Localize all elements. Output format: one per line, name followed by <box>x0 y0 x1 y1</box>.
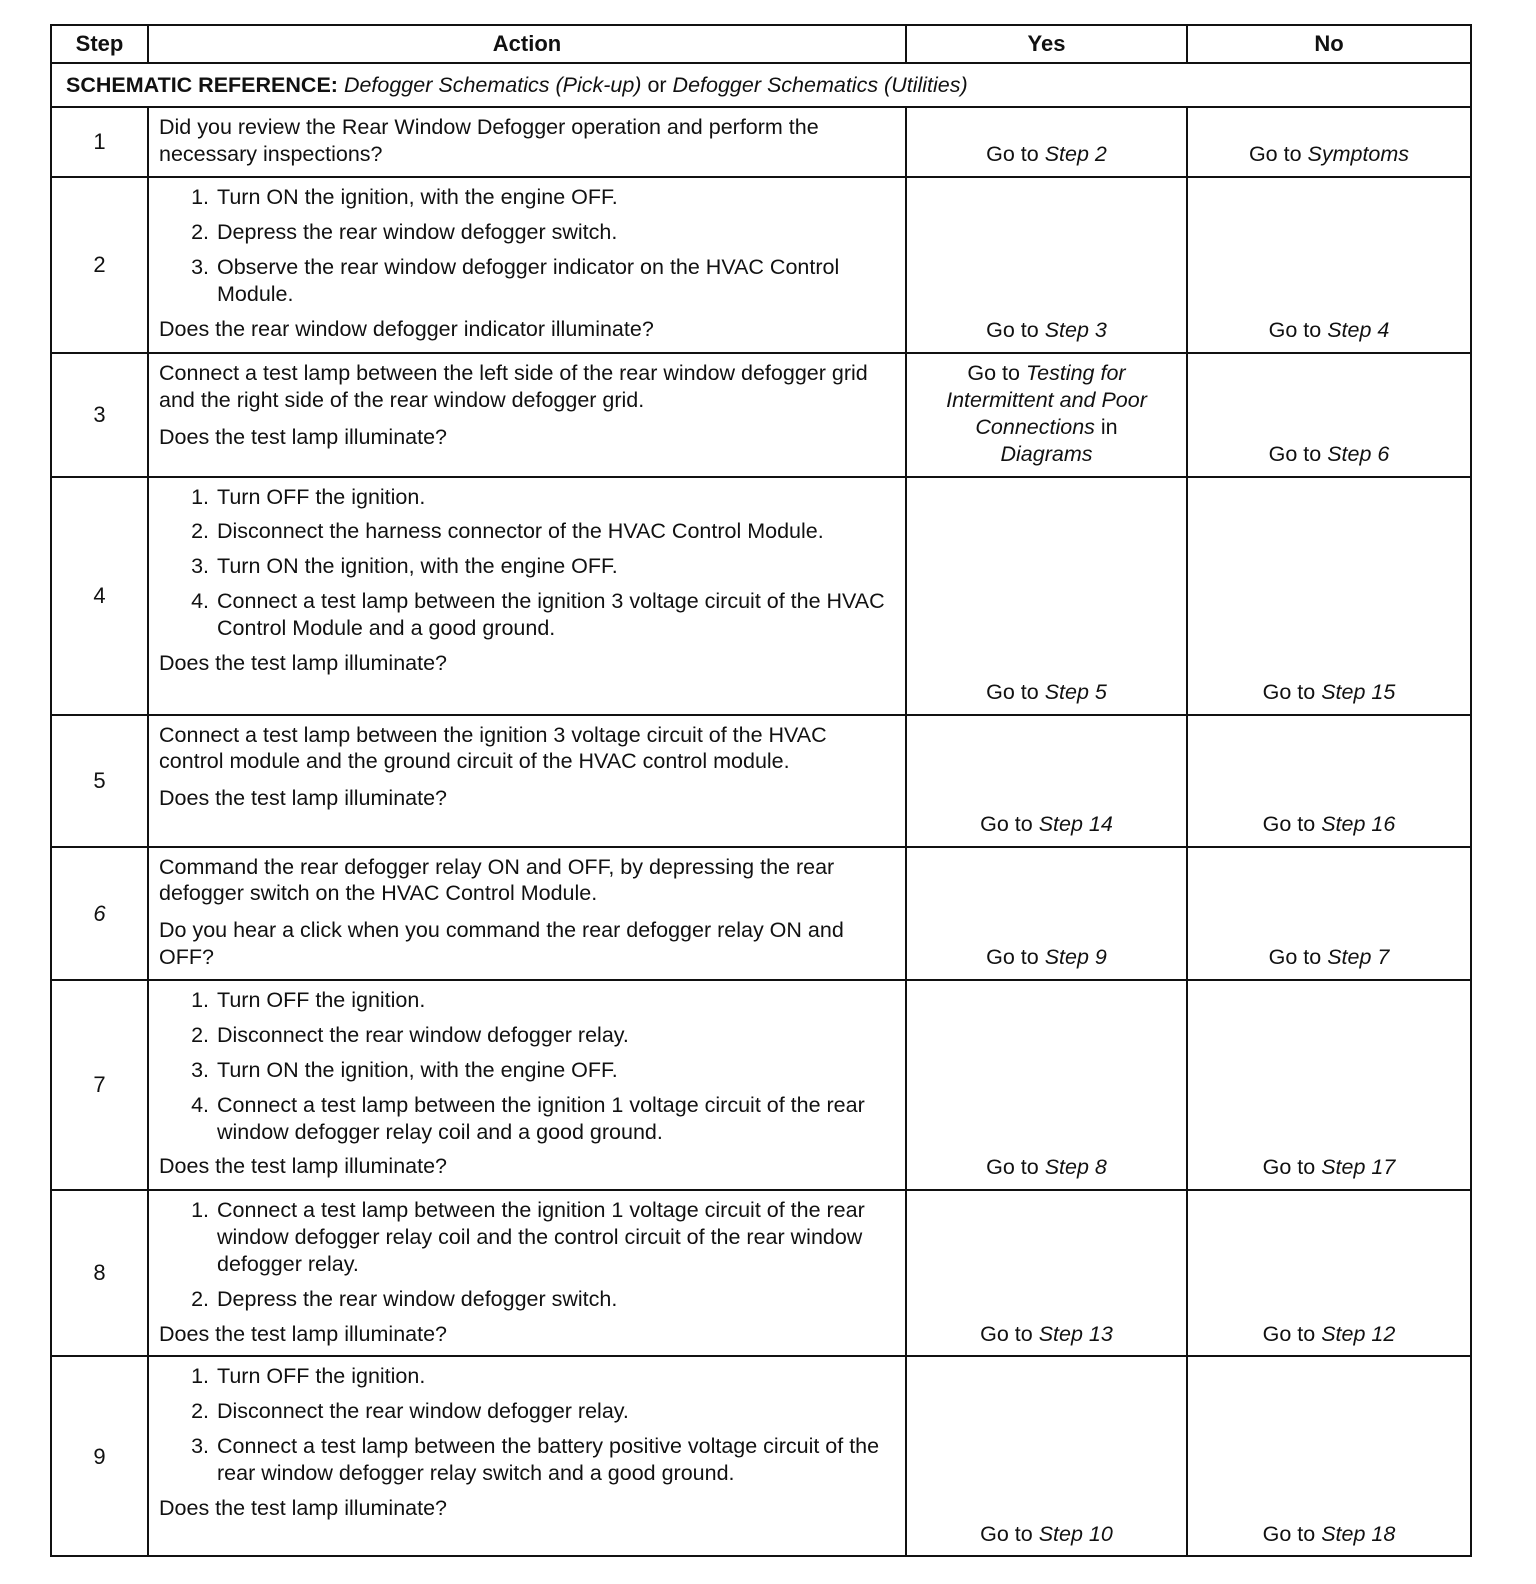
substep-list <box>159 987 895 1145</box>
table-row <box>51 107 1471 177</box>
substep-list <box>159 484 895 642</box>
yes-link[interactable]: Step 14 <box>1038 811 1113 836</box>
header-row <box>51 25 1471 63</box>
substep-item: 1. Turn OFF the ignition. <box>215 987 895 1014</box>
table-row <box>51 1356 1471 1556</box>
yes-link[interactable]: Step 10 <box>1038 1521 1113 1546</box>
no-link[interactable]: Symptoms <box>1307 142 1410 167</box>
substep-list <box>159 184 895 308</box>
action-cell <box>148 715 906 847</box>
step-number: 8 <box>51 1190 148 1356</box>
yes-link[interactable]: Step 5 <box>1044 679 1107 704</box>
step-number: 4 <box>51 477 148 715</box>
no-result <box>1187 353 1471 477</box>
no-result <box>1187 107 1471 177</box>
go-to-label: Go to <box>1268 945 1328 970</box>
yes-result <box>906 1356 1187 1556</box>
substep-item: 2. Disconnect the rear window defogger relay. <box>215 1398 895 1425</box>
go-to-label: Go to <box>986 1155 1045 1180</box>
table-row <box>51 847 1471 981</box>
schematic-link-utilities[interactable]: Defogger Schematics (Utilities) <box>672 72 968 97</box>
action-question: Do you hear a click when you command the rear defogger relay ON and OFF? <box>159 918 844 970</box>
yes-result <box>906 353 1187 477</box>
go-to-label: Go to <box>1262 811 1322 836</box>
action-cell <box>148 1190 906 1356</box>
table-row <box>51 980 1471 1190</box>
table-row <box>51 477 1471 715</box>
no-link[interactable]: Step 4 <box>1327 318 1390 343</box>
go-to-label: Go to <box>1262 1321 1322 1346</box>
go-to-label: Go to <box>1268 441 1328 466</box>
go-to-label: Go to <box>1262 679 1322 704</box>
yes-result <box>906 715 1187 847</box>
no-result <box>1187 980 1471 1190</box>
yes-result <box>906 477 1187 715</box>
substep-item: 1. Connect a test lamp between the ignition 1 voltage circuit of the rear window defogger relay coil and the control circuit of the rear window defogger relay. <box>215 1197 895 1278</box>
go-to-label: Go to <box>986 679 1045 704</box>
yes-link[interactable]: Step 8 <box>1044 1155 1107 1180</box>
action-instruction: Connect a test lamp between the ignition 3 voltage circuit of the HVAC control module and the ground circuit of the HVAC control module. <box>159 722 827 774</box>
step-number: 1 <box>51 107 148 177</box>
yes-link[interactable]: Step 3 <box>1044 318 1107 343</box>
no-result <box>1187 847 1471 981</box>
step-number: 5 <box>51 715 148 847</box>
substep-item: 1. Turn ON the ignition, with the engine OFF. <box>215 184 895 211</box>
no-result <box>1187 1356 1471 1556</box>
substep-list <box>159 1363 895 1487</box>
step-number: 9 <box>51 1356 148 1556</box>
yes-link-testing-intermittent[interactable]: Testing for Intermittent and Poor Connections <box>946 361 1147 439</box>
no-link[interactable]: Step 15 <box>1321 679 1396 704</box>
action-cell <box>148 980 906 1190</box>
yes-link-diagrams[interactable]: Diagrams <box>1000 441 1093 466</box>
substep-item: 2. Depress the rear window defogger switch. <box>215 219 895 246</box>
schematic-reference-row <box>51 63 1471 107</box>
go-to-label: Go to <box>980 1321 1039 1346</box>
schematic-reference-label: SCHEMATIC REFERENCE: <box>66 72 338 97</box>
substep-list <box>159 1197 895 1313</box>
action-cell <box>148 107 906 177</box>
substep-item: 1. Turn OFF the ignition. <box>215 1363 895 1390</box>
action-instruction: Command the rear defogger relay ON and OFF, by depressing the rear defogger switch on the HVAC Control Module. <box>159 854 835 906</box>
yes-result <box>906 107 1187 177</box>
yes-link[interactable]: Step 13 <box>1038 1321 1113 1346</box>
go-to-label: Go to <box>980 811 1039 836</box>
no-link[interactable]: Step 18 <box>1321 1521 1396 1546</box>
action-question: Does the test lamp illuminate? <box>159 650 448 675</box>
no-result <box>1187 715 1471 847</box>
header-step: Step <box>51 25 148 63</box>
go-to-label: Go to <box>986 142 1045 167</box>
no-link[interactable]: Step 6 <box>1327 441 1390 466</box>
no-link[interactable]: Step 17 <box>1321 1155 1396 1180</box>
go-to-label: Go to <box>967 361 1026 385</box>
substep-item: 3. Observe the rear window defogger indicator on the HVAC Control Module. <box>215 254 895 308</box>
no-result <box>1187 477 1471 715</box>
table-row <box>51 177 1471 353</box>
action-cell <box>148 353 906 477</box>
action-question: Does the test lamp illuminate? <box>159 424 448 449</box>
action-cell <box>148 1356 906 1556</box>
no-result <box>1187 1190 1471 1356</box>
table-row <box>51 1190 1471 1356</box>
action-question: Does the rear window defogger indicator illuminate? <box>159 316 654 341</box>
no-link[interactable]: Step 16 <box>1321 811 1396 836</box>
substep-item: 2. Disconnect the harness connector of the HVAC Control Module. <box>215 518 895 545</box>
no-link[interactable]: Step 12 <box>1321 1321 1396 1346</box>
go-to-label: Go to <box>980 1521 1039 1546</box>
step-number: 6 <box>51 847 148 981</box>
go-to-label: Go to <box>1248 142 1308 167</box>
schematic-link-pickup[interactable]: Defogger Schematics (Pick-up) <box>343 72 642 97</box>
schematic-reference <box>51 63 1471 107</box>
substep-item: 3. Connect a test lamp between the battery positive voltage circuit of the rear window defogger relay switch and a good ground. <box>215 1433 895 1487</box>
action-cell <box>148 847 906 981</box>
table-row <box>51 353 1471 477</box>
diagnostic-table <box>50 24 1472 1557</box>
header-yes: Yes <box>906 25 1187 63</box>
header-no: No <box>1187 25 1471 63</box>
action-question: Does the test lamp illuminate? <box>159 1321 448 1346</box>
go-to-label: Go to <box>1262 1521 1322 1546</box>
action-cell <box>148 177 906 353</box>
schematic-or: or <box>641 72 673 97</box>
go-to-label: Go to <box>986 945 1045 970</box>
yes-link[interactable]: Step 2 <box>1044 142 1107 167</box>
go-to-label: Go to <box>1262 1155 1322 1180</box>
no-link[interactable]: Step 7 <box>1327 945 1390 970</box>
no-result <box>1187 177 1471 353</box>
go-to-label: Go to <box>986 318 1045 343</box>
substep-item: 3. Turn ON the ignition, with the engine OFF. <box>215 553 895 580</box>
action-cell <box>148 477 906 715</box>
action-question: Does the test lamp illuminate? <box>159 1495 448 1520</box>
substep-item: 2. Depress the rear window defogger switch. <box>215 1286 895 1313</box>
action-question: Does the test lamp illuminate? <box>159 786 448 811</box>
substep-item: 1. Turn OFF the ignition. <box>215 484 895 511</box>
header-action: Action <box>148 25 906 63</box>
table-row <box>51 715 1471 847</box>
yes-link[interactable]: Step 9 <box>1044 945 1107 970</box>
substep-item: 4. Connect a test lamp between the ignition 3 voltage circuit of the HVAC Control Module and a good ground. <box>215 588 895 642</box>
substep-item: 2. Disconnect the rear window defogger relay. <box>215 1022 895 1049</box>
yes-result <box>906 980 1187 1190</box>
substep-item: 4. Connect a test lamp between the ignition 1 voltage circuit of the rear window defogger relay coil and a good ground. <box>215 1092 895 1146</box>
in-label: in <box>1094 414 1118 439</box>
yes-result <box>906 1190 1187 1356</box>
yes-result <box>906 177 1187 353</box>
yes-result <box>906 847 1187 981</box>
action-instruction: Connect a test lamp between the left side of the rear window defogger grid and the right side of the rear window defogger grid. <box>159 361 868 412</box>
step-number: 3 <box>51 353 148 477</box>
action-question: Does the test lamp illuminate? <box>159 1154 448 1179</box>
action-instruction: Did you review the Rear Window Defogger operation and perform the necessary inspections? <box>159 115 819 166</box>
step-number: 2 <box>51 177 148 353</box>
go-to-label: Go to <box>1268 318 1328 343</box>
step-number: 7 <box>51 980 148 1190</box>
substep-item: 3. Turn ON the ignition, with the engine OFF. <box>215 1057 895 1084</box>
